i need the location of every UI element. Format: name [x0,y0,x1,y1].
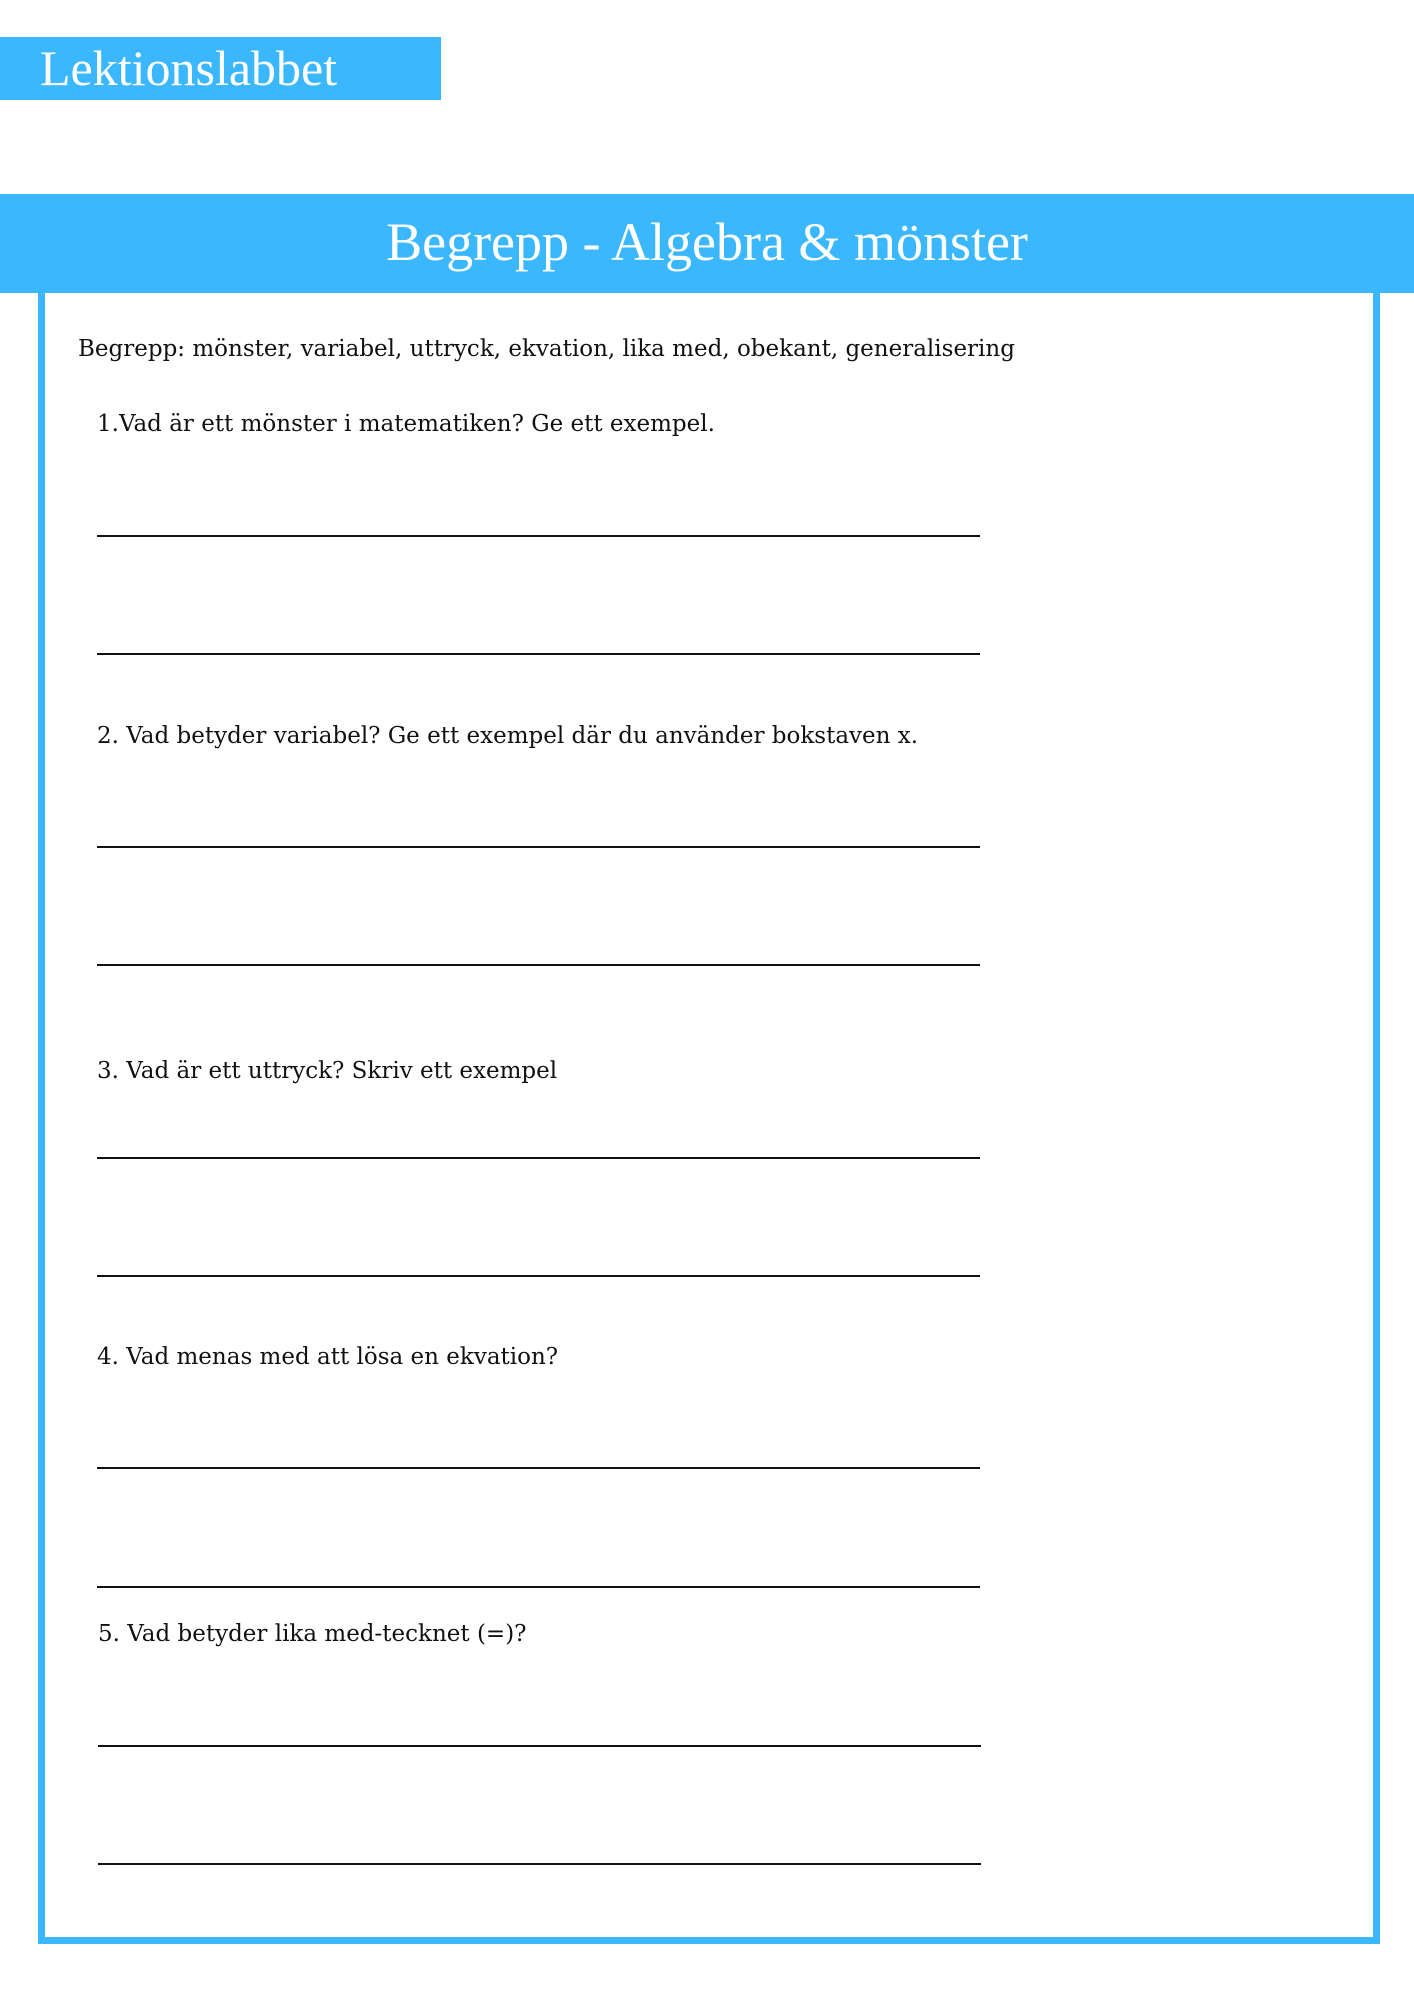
concepts-list: Begrepp: mönster, variabel, uttryck, ekvation, lika med, obekant, generalisering [78,336,1015,362]
answer-line-1a[interactable] [97,535,980,537]
brand-logo: Lektionslabbet [0,37,441,100]
answer-line-4a[interactable] [97,1467,980,1469]
answer-line-5a[interactable] [98,1745,981,1747]
answer-line-2b[interactable] [97,964,980,966]
page-title: Begrepp - Algebra & mönster [0,194,1414,293]
answer-line-1b[interactable] [97,653,980,655]
answer-line-5b[interactable] [98,1863,981,1865]
question-5: 5. Vad betyder lika med-tecknet (=)? [98,1621,527,1647]
worksheet-frame [38,260,1380,1944]
question-4: 4. Vad menas med att lösa en ekvation? [97,1344,559,1370]
question-2: 2. Vad betyder variabel? Ge ett exempel där du använder bokstaven x. [97,723,919,749]
question-3: 3. Vad är ett uttryck? Skriv ett exempel [97,1058,558,1084]
answer-line-3a[interactable] [97,1157,980,1159]
answer-line-2a[interactable] [97,846,980,848]
answer-line-4b[interactable] [97,1586,980,1588]
answer-line-3b[interactable] [97,1275,980,1277]
question-1: 1.Vad är ett mönster i matematiken? Ge ett exempel. [97,411,715,437]
